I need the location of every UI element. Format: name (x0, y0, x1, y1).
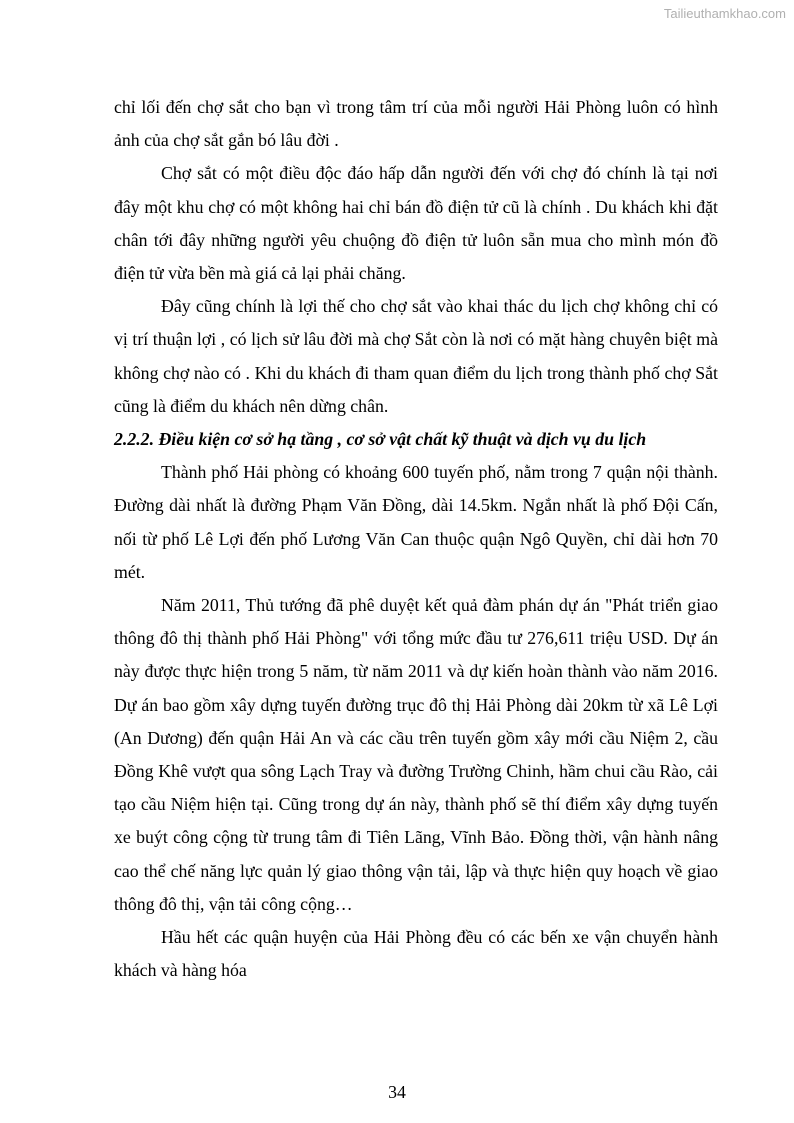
paragraph-cho-sat-advantage: Đây cũng chính là lợi thế cho chợ sắt vào khai thác du lịch chợ không chỉ có vị trí thuận lợi , có lịch sử lâu đời mà chợ Sắt còn là nơi có mặt hàng chuyên biệt mà không chợ nào có . Khi du khách đi tham quan điểm du lịch trong thành phố chợ Sắt cũng là điểm du khách nên dừng chân. (114, 296, 718, 416)
paragraph-bus-stations: Hầu hết các quận huyện của Hải Phòng đều có các bến xe vận chuyển hành khách và hàng hóa (114, 927, 718, 981)
paragraph-continuation: chỉ lối đến chợ sắt cho bạn vì trong tâm trí của mỗi người Hải Phòng luôn có hình ảnh của chợ sắt gắn bó lâu đời . (114, 97, 718, 151)
paragraph-cho-sat-electronics: Chợ sắt có một điều độc đáo hấp dẫn người đến với chợ đó chính là tại nơi đây một khu chợ có một không hai chỉ bán đồ điện tử cũ là chính . Du khách khi đặt chân tới đây những người yêu chuộng đồ điện tử luôn sẵn mua cho mình món đồ điện tử vừa bền mà giá cả lại phải chăng. (114, 163, 718, 284)
paragraph-streets: Thành phố Hải phòng có khoảng 600 tuyến phố, nằm trong 7 quận nội thành. Đường dài nhất là đường Phạm Văn Đồng, dài 14.5km. Ngắn nhất là phố Đội Cấn, nối từ phố Lê Lợi đến phố Lương Văn Can thuộc quận Ngô Quyền, chỉ dài hơn 70 mét. (114, 462, 718, 582)
section-heading: 2.2.2. Điều kiện cơ sở hạ tầng , cơ sở vật chất kỹ thuật và dịch vụ du lịch (114, 429, 647, 450)
watermark: Tailieuthamkhao.com (663, 6, 786, 21)
paragraph-transport-project: Năm 2011, Thủ tướng đã phê duyệt kết quả đàm phán dự án "Phát triển giao thông đô thị thành phố Hải Phòng" với tổng mức đầu tư 276,611 triệu USD. Dự án này được thực hiện trong 5 năm, từ năm 2011 và dự kiến hoàn thành vào năm 2016. Dự án bao gồm xây dựng tuyến đường trục đô thị Hải Phòng dài 20km từ xã Lê Lợi (An Dương) đến quận Hải An và các cầu trên tuyến gồm xây mới cầu Niệm 2, cầu Đồng Khê vượt qua sông Lạch Tray và đường Trường Chinh, hầm chui cầu Rào, cải tạo cầu Niệm hiện tại. Cũng trong dự án này, thành phố sẽ thí điểm xây dựng tuyến xe buýt công cộng từ trung tâm đi Tiên Lãng, Vĩnh Bảo. Đồng thời, vận hành nâng cao thể chế năng lực quản lý giao thông vận tải, lập và thực hiện quy hoạch về giao thông đô thị, vận tải công cộng… (114, 595, 718, 914)
page-content (114, 91, 718, 987)
page-number: 34 (388, 1082, 406, 1102)
